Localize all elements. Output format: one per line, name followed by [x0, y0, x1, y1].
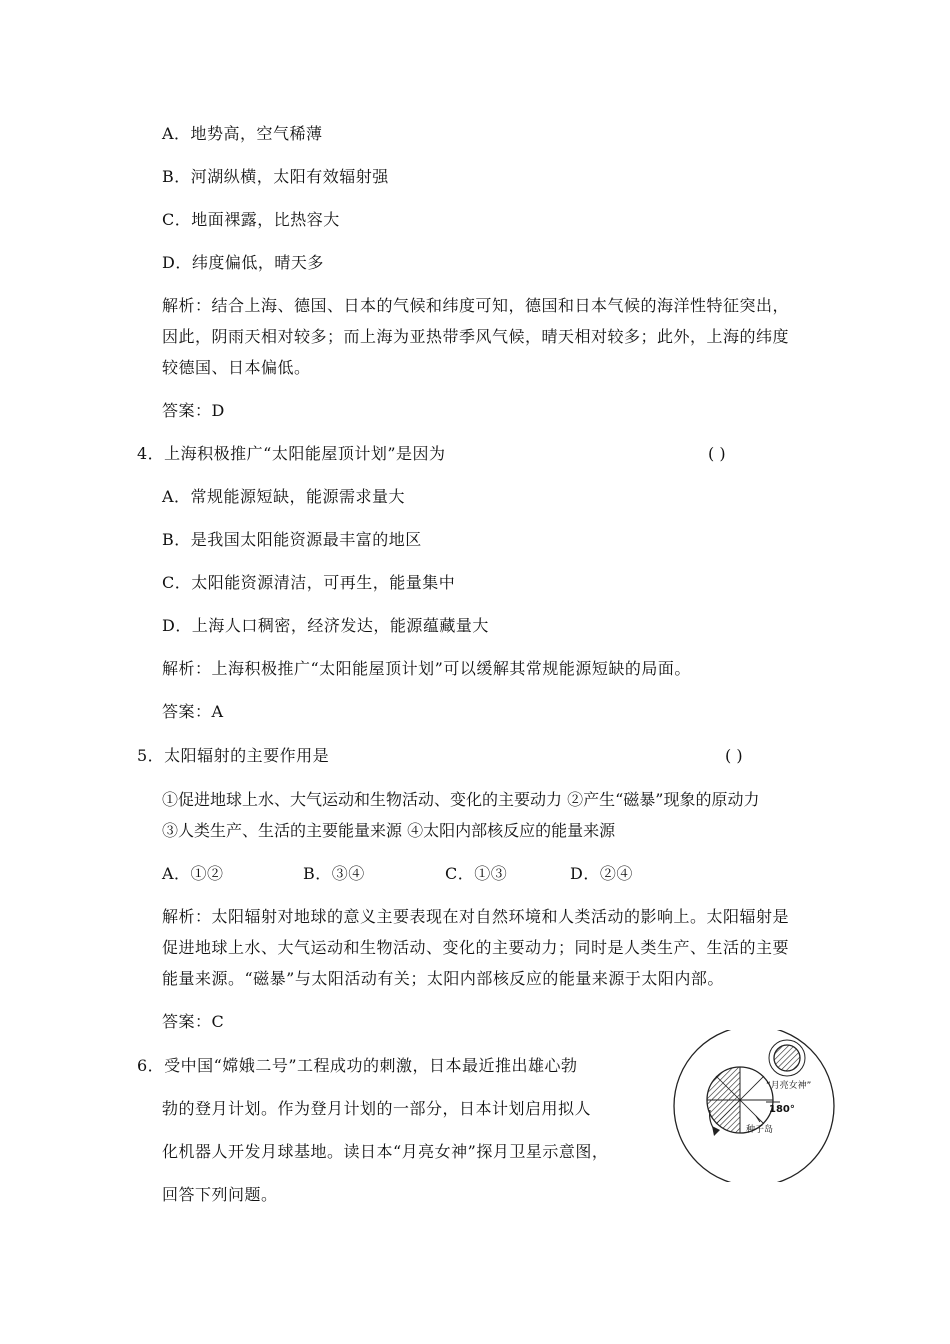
q5-item-line-1: ①促进地球上水、大气运动和生物活动、变化的主要动力 ②产生“磁暴”现象的原动力	[162, 790, 760, 809]
q5-option-c: C．①③	[445, 864, 508, 883]
q5-option-b: B．③④	[303, 864, 365, 883]
q5-option-d: D．②④	[570, 864, 633, 883]
q6-stem-line-1: 6．受中国“嫦娥二号”工程成功的刺激，日本最近推出雄心勃	[137, 1056, 578, 1075]
q6-stem-line-4: 回答下列问题。	[162, 1185, 278, 1204]
q3-option-c: C．地面裸露，比热容大	[162, 210, 340, 229]
q4-option-a: A．常规能源短缺，能源需求量大	[162, 487, 406, 506]
q4-option-c: C．太阳能资源清洁，可再生，能量集中	[162, 573, 456, 592]
q5-option-a: A．①②	[162, 864, 224, 883]
q4-analysis: 解析：上海积极推广“太阳能屋顶计划”可以缓解其常规能源短缺的局面。	[162, 659, 691, 678]
q4-option-b: B．是我国太阳能资源最丰富的地区	[162, 530, 422, 549]
q3-option-b: B．河湖纵横，太阳有效辐射强	[162, 167, 389, 186]
q5-analysis-line-3: 能量来源。“磁暴”与太阳活动有关；太阳内部核反应的能量来源于太阳内部。	[162, 969, 724, 988]
q5-answer: 答案：C	[162, 1012, 225, 1031]
q4-answer-paren: ( )	[708, 444, 726, 463]
q3-analysis-line-3: 较德国、日本偏低。	[162, 358, 311, 377]
satellite-label: “月亮女神”	[766, 1081, 812, 1091]
q4-stem: 4．上海积极推广“太阳能屋顶计划”是因为	[137, 444, 446, 463]
q5-stem: 5．太阳辐射的主要作用是	[137, 746, 330, 765]
q6-stem-line-2: 勃的登月计划。作为登月计划的一部分，日本计划启用拟人	[162, 1099, 592, 1118]
q3-option-a: A．地势高，空气稀薄	[162, 124, 323, 143]
moon	[769, 1040, 805, 1076]
q5-item-line-2: ③人类生产、生活的主要能量来源 ④太阳内部核反应的能量来源	[162, 821, 616, 840]
place-label: 种子岛	[746, 1125, 774, 1135]
q5-analysis-line-2: 促进地球上水、大气运动和生物活动、变化的主要动力；同时是人类生产、生活的主要	[162, 938, 790, 957]
angle-label: 180°	[769, 1104, 795, 1115]
q3-analysis-line-1: 解析：结合上海、德国、日本的气候和纬度可知，德国和日本气候的海洋性特征突出，	[162, 296, 790, 315]
q4-option-d: D．上海人口稠密，经济发达，能源蕴藏量大	[162, 616, 489, 635]
q3-answer: 答案：D	[162, 401, 225, 420]
q5-analysis-line-1: 解析：太阳辐射对地球的意义主要表现在对自然环境和人类活动的影响上。太阳辐射是	[162, 907, 790, 926]
q3-option-d: D．纬度偏低，晴天多	[162, 253, 324, 272]
q3-analysis-line-2: 因此，阴雨天相对较多；而上海为亚热带季风气候，晴天相对较多；此外，上海的纬度	[162, 327, 790, 346]
q5-answer-paren: ( )	[725, 746, 743, 765]
q4-answer: 答案：A	[162, 702, 224, 721]
q6-stem-line-3: 化机器人开发月球基地。读日本“月亮女神”探月卫星示意图，	[162, 1142, 609, 1161]
lunar-orbit-diagram	[668, 1030, 840, 1182]
